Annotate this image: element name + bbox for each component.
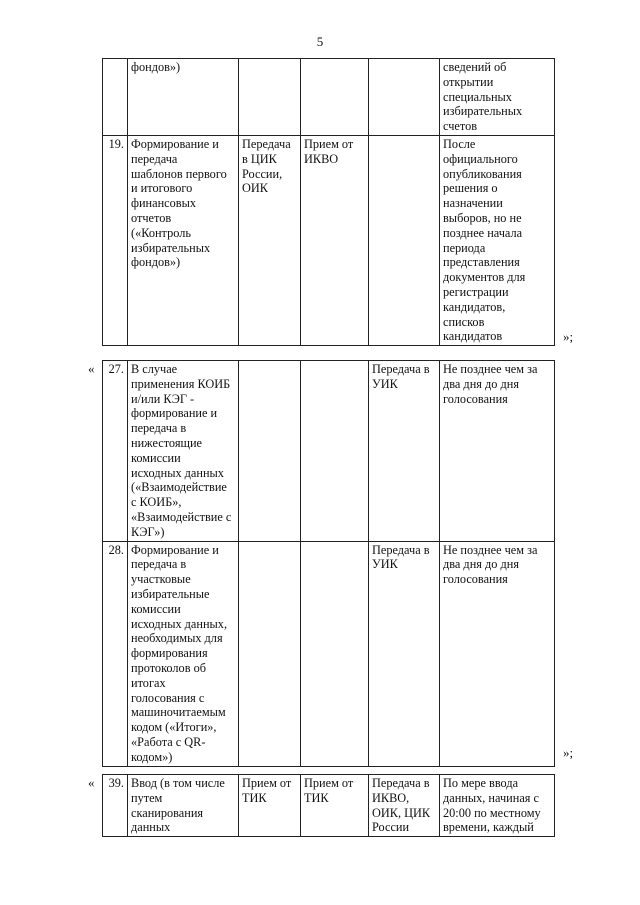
row-col-b: Прием от ИКВО: [301, 135, 369, 345]
row-col-c: Передача в УИК: [369, 361, 440, 542]
row-col-a: Прием от ТИК: [239, 775, 301, 837]
row-name: В случае применения КОИБ и/или КЭГ - формирование и передача в нижестоящие комиссии исходных данных («Взаимодействие с КОИБ», «Взаимодействие с КЭГ»): [128, 361, 239, 542]
table-row: [103, 59, 555, 136]
row-col-a: [239, 361, 301, 542]
row-col-c: Передача в УИК: [369, 541, 440, 766]
row-col-a: Передача в ЦИК России, ОИК: [239, 135, 301, 345]
table-row: [103, 775, 555, 837]
opening-quote: «: [88, 361, 95, 376]
document-table-continuation: [102, 58, 555, 346]
row-deadline: Не позднее чем за два дня до дня голосования: [440, 361, 555, 542]
row-deadline: По мере ввода данных, начиная с 20:00 по местному времени, каждый: [440, 775, 555, 837]
page-number: 5: [316, 34, 324, 49]
row-col-b: [301, 59, 369, 136]
row-col-a: [239, 541, 301, 766]
row-number: 39.: [103, 775, 128, 837]
row-col-a: [239, 59, 301, 136]
row-number: 28.: [103, 541, 128, 766]
closing-quote-semicolon: »;: [563, 745, 574, 760]
row-col-c: [369, 135, 440, 345]
row-deadline: сведений об открытии специальных избирательных счетов: [440, 59, 555, 136]
row-number: 27.: [103, 361, 128, 542]
row-name: фондов»): [128, 59, 239, 136]
row-col-c: [369, 59, 440, 136]
row-col-b: [301, 361, 369, 542]
row-deadline: После официального опубликования решения о назначении выборов, но не позднее начала периода представления документов для регистрации кандидатов, списков кандидатов: [440, 135, 555, 345]
row-name: Ввод (в том числе путем сканирования данных: [128, 775, 239, 837]
table-row: [103, 135, 555, 345]
opening-quote: «: [88, 775, 95, 790]
document-table-amendment-2: [102, 774, 555, 837]
row-number: 19.: [103, 135, 128, 345]
table-row: [103, 361, 555, 542]
row-name: Формирование и передача шаблонов первого и итогового финансовых отчетов («Контроль избирательных фондов»): [128, 135, 239, 345]
closing-quote-semicolon: »;: [563, 329, 574, 344]
row-col-b: Прием от ТИК: [301, 775, 369, 837]
row-col-b: [301, 541, 369, 766]
row-name: Формирование и передача в участковые избирательные комиссии исходных данных, необходимых для формирования протоколов об итогах голосования с машиночитаемым кодом («Итоги», «Работа с QR- кодом»): [128, 541, 239, 766]
document-table-amendment-1: [102, 360, 555, 767]
table-row: [103, 541, 555, 766]
row-deadline: Не позднее чем за два дня до дня голосования: [440, 541, 555, 766]
row-number: [103, 59, 128, 136]
row-col-c: Передача в ИКВО, ОИК, ЦИК России: [369, 775, 440, 837]
